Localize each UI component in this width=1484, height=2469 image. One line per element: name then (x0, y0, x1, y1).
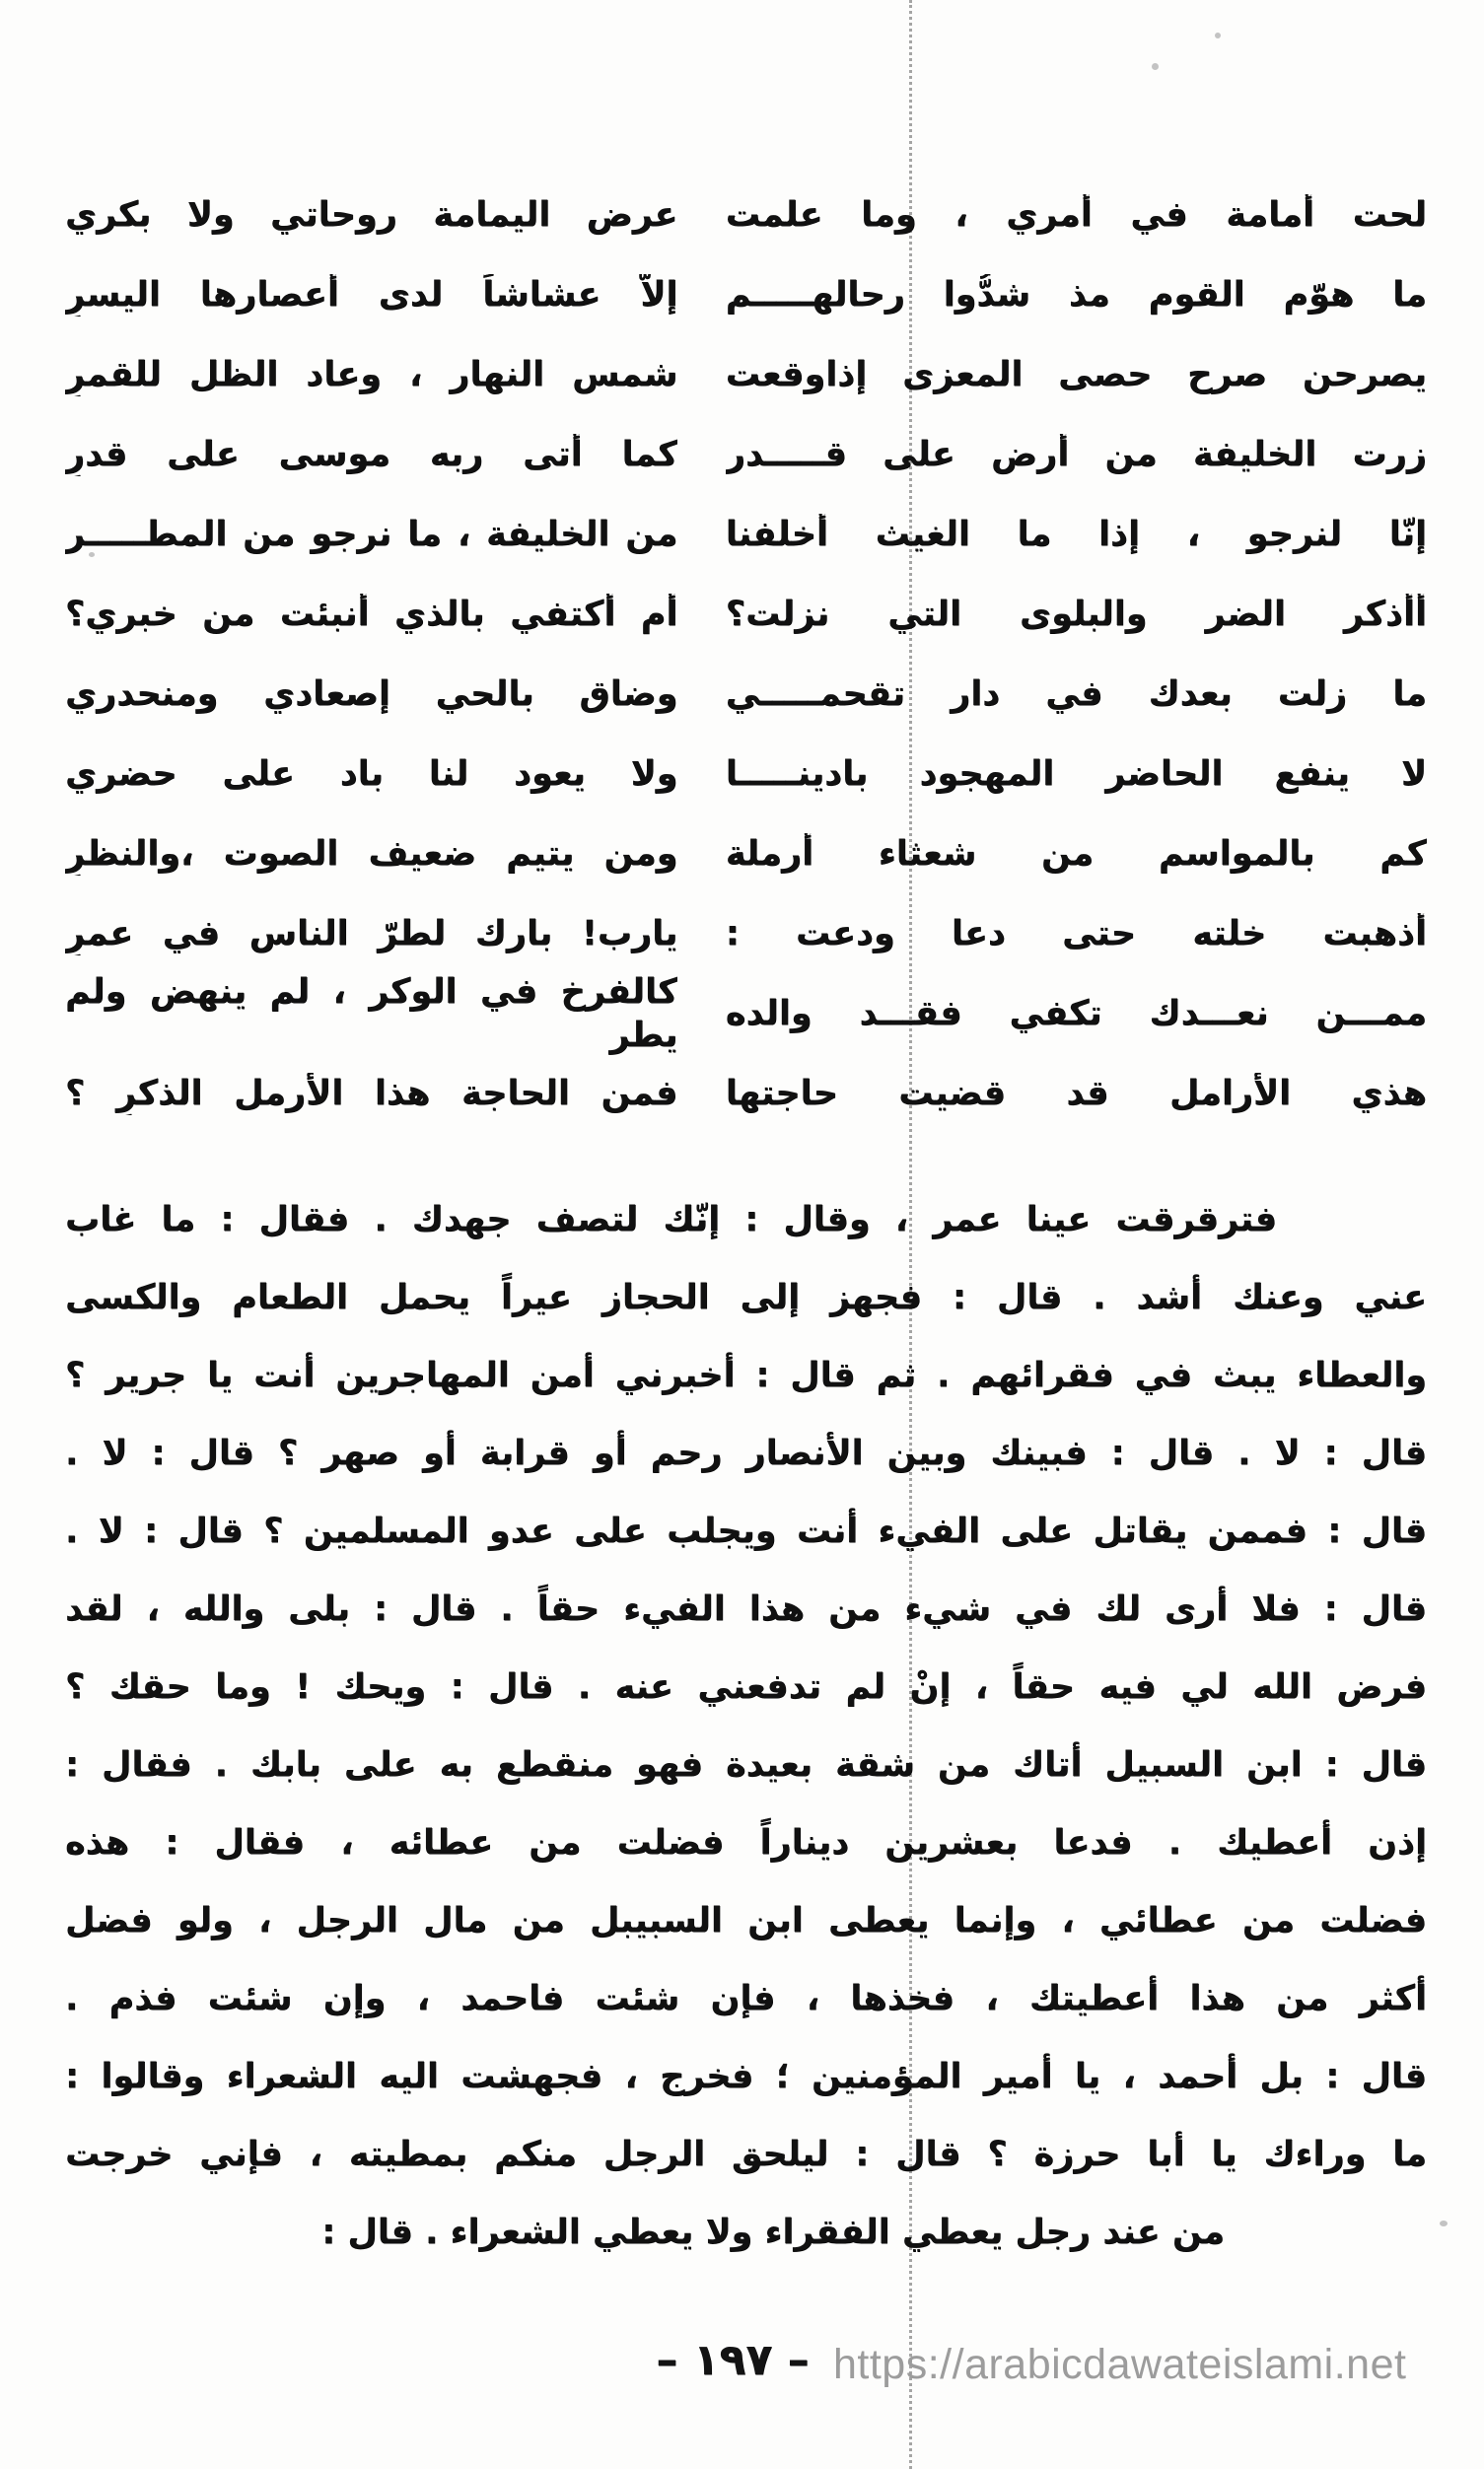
hemistich-left: فمن الحاجة هذا الأرمل الذكرِ ؟ (65, 1073, 678, 1113)
hemistich-left: إلاّ عشاشاً لدى أعصارها اليسرِ (65, 274, 678, 315)
verse-row (65, 655, 1427, 735)
verse-row (65, 735, 1427, 814)
hemistich-right: لحت أمامة في أمري ، وما علمت (725, 194, 1427, 235)
watermark-url: https://arabicdawateislami.net (833, 2341, 1407, 2388)
verse-row (65, 1054, 1427, 1134)
prose-line: قال : ابن السبيل أتاك من شقة بعيدة فهو منقطع به على بابك . فقال : (65, 1745, 1427, 1785)
prose-line: إذن أعطيك . فدعا بعشرين ديناراً فضلت من عطائه ، فقال : هذه (65, 1823, 1427, 1863)
hemistich-right: أذهبت خلته حتى دعا ودعت : (725, 913, 1427, 953)
prose-line: قال : لا . قال : فبينك وبين الأنصار رحم أو قرابة أو صهر ؟ قال : لا . (65, 1434, 1427, 1473)
prose-line: فترقرقت عينا عمر ، وقال : إنّك لتصف جهدك . فقال : ما غاب (65, 1200, 1277, 1239)
page-number: – ١٩٧ – (656, 2335, 810, 2385)
verse-row (65, 814, 1427, 894)
scan-noise-speck (1215, 33, 1221, 38)
verse-row (65, 335, 1427, 415)
hemistich-right: أأذكر الضر والبلوى التي نزلت؟ (725, 594, 1427, 634)
hemistich-right: ما زلت بعدك في دار تقحمـــــي (725, 673, 1427, 714)
verse-row (65, 176, 1427, 255)
hemistich-right: زرت الخليفة من أرض على قـــــدر (725, 434, 1427, 474)
verse-row (65, 971, 1427, 1055)
prose-line: ما وراءك يا أبا حرزة ؟ قال : ليلحق الرجل منكم بمطيته ، فإني خرجت (65, 2135, 1427, 2174)
prose-section (65, 1181, 1427, 2272)
prose-line: قال : بل أحمد ، يا أمير المؤمنين ؛ فخرج ، فجهشت اليه الشعراء وقالوا : (65, 2057, 1427, 2096)
prose-line: عني وعنك أشد . قال : فجهز إلى الحجاز عيراً يحمل الطعام والكسى (65, 1278, 1427, 1317)
prose-line: قال : فلا أرى لك في شيء من هذا الفيء حقاً . قال : بلى والله ، لقد (65, 1589, 1427, 1629)
hemistich-right: هذي الأرامل قد قضيت حاجتها (725, 1073, 1427, 1113)
verse-row (65, 495, 1427, 575)
verse-row (65, 894, 1427, 974)
hemistich-left: أم أكتفي بالذي أنبئت من خبري؟ (65, 594, 678, 634)
hemistich-left: عرض اليمامة روحاتي ولا بكري (65, 194, 678, 235)
verse-row (65, 575, 1427, 655)
hemistich-right: لا ينفع الحاضر المهجود بادينـــــا (725, 753, 1427, 794)
hemistich-left: يارب! بارك لطرّ الناس في عمرِ (65, 913, 678, 953)
hemistich-right: إنّا لنرجو ، إذا ما الغيث أخلفنا (725, 514, 1427, 554)
hemistich-right: ما هوّم القوم مذ شدُّوا رحالهـــــم (725, 274, 1427, 315)
hemistich-left: ومن يتيم ضعيف الصوت ،والنظرِ (65, 833, 678, 874)
scan-noise-speck (1440, 2221, 1448, 2226)
prose-line: فرض الله لي فيه حقاً ، إنْ لم تدفعني عنه . قال : ويحك ! وما حقك ؟ (65, 1667, 1427, 1707)
hemistich-left: وضاق بالحي إصعادي ومنحدري (65, 673, 678, 714)
prose-line: أكثر من هذا أعطيتك ، فخذها ، فإن شئت فاحمد ، وإن شئت فذم . (65, 1979, 1427, 2018)
hemistich-right: يصرحن صرح حصى المعزى إذاوقعت (725, 354, 1427, 394)
hemistich-left: ولا يعود لنا باد على حضري (65, 753, 678, 794)
hemistich-left: من الخليفة ، ما نرجو من المطـــــر (65, 514, 678, 554)
hemistich-right: كم بالمواسم من شعثاء أرملة (725, 833, 1427, 874)
scan-noise-speck (1152, 63, 1159, 70)
prose-line: فضلت من عطائي ، وإنما يعطى ابن السبيبل من مال الرجل ، ولو فضل (65, 1901, 1427, 1940)
prose-line: والعطاء يبث في فقرائهم . ثم قال : أخبرني أمن المهاجرين أنت يا جرير ؟ (65, 1356, 1427, 1395)
hemistich-left: شمس النهار ، وعاد الظل للقمرِ (65, 354, 678, 394)
prose-line: قال : فممن يقاتل على الفيء أنت ويجلب على عدو المسلمين ؟ قال : لا . (65, 1512, 1427, 1551)
hemistich-right: ممـــن نعـــدك تكفي فقـــد والده (725, 993, 1427, 1033)
hemistich-left: كالفرخ في الوكر ، لم ينهض ولم يطر (65, 971, 678, 1055)
poem-section (65, 176, 1427, 1134)
verse-row (65, 255, 1427, 335)
hemistich-left: كما أتى ربه موسى على قدرِ (65, 434, 678, 474)
verse-row (65, 415, 1427, 495)
prose-line: من عند رجل يعطي الفقراء ولا يعطي الشعراء . قال : (321, 2213, 1225, 2252)
